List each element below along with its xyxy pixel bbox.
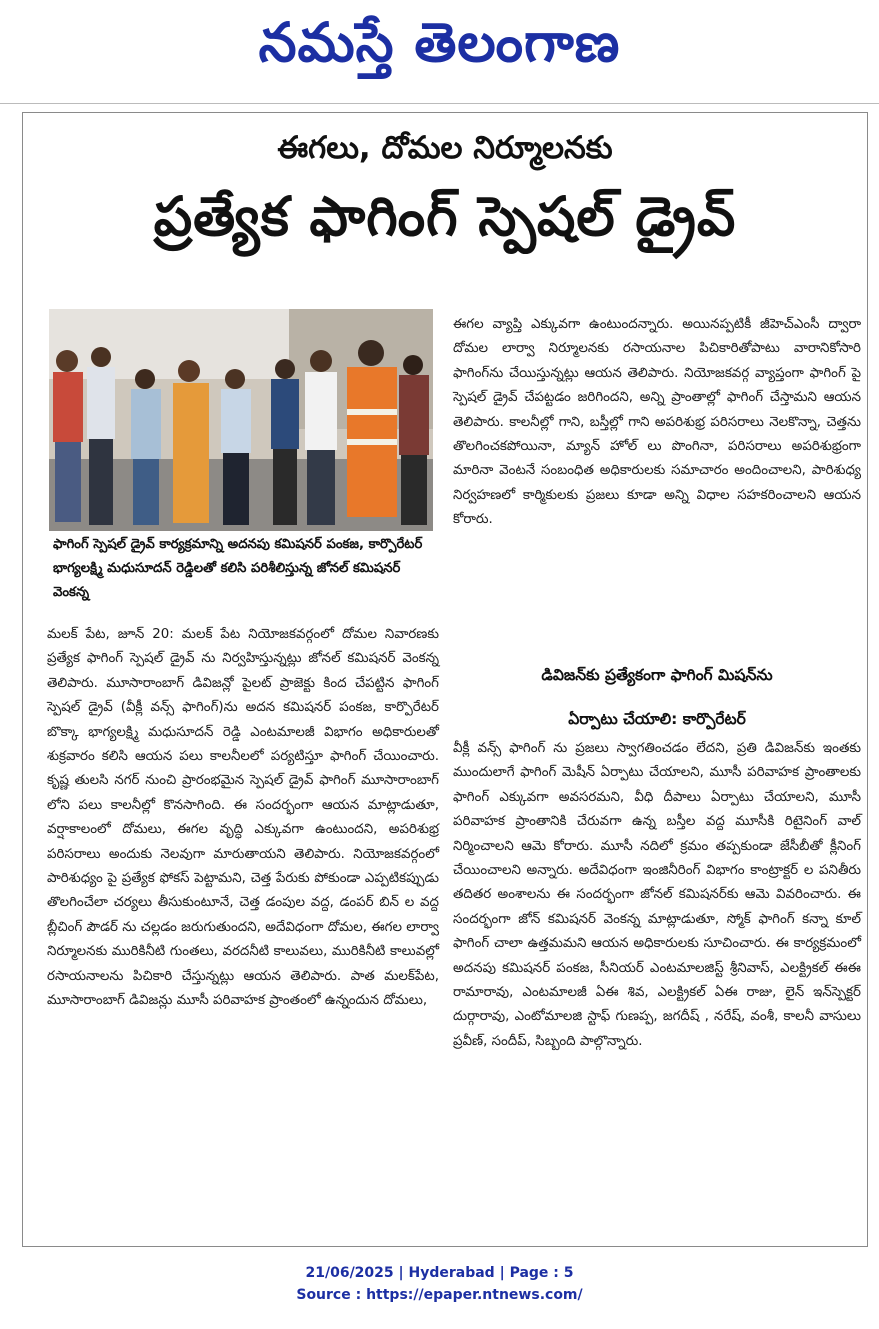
- body-paragraph-right-2: వీక్లీ వన్స్ ఫాగింగ్ ను ప్రజలు స్వాగతించడం లేదని, ప్రతి డివిజన్‌కు ఇంతకు ముందులాగే ఫాగింగ్ మెషీన్ ఏర్పాటు చేయాలని, మూసీ పరివాహక ప్రాంతాలకు ఫాగింగ్ ఎక్కువగా అవసరమని, వీధి దీపాలు ఏర్పాటు చేయాలని, మూసీ పరివాహక ప్రాంతానికి చేరువగా ఉన్న బస్తీల వద్ద మూసీకి రిటైనింగ్ వాల్ నిర్మించాలని ఆమె కోరారు. మూసీ నదిలో క్రమం తప్పకుండా జేసీబీతో క్లీనింగ్ చేయించాలని అన్నారు. అదేవిధంగా ఇంజినీరింగ్ విభాగం కాంట్రాక్టర్ ల పనితీరు తదితర అంశాలను ఈ సందర్భంగా జోనల్ కమిషనర్‌కు ఆమె వివరించారు. ఈ సందర్భంగా జోన్ కమిషనర్ వెంకన్న మాట్లాడుతూ, స్మోక్ ఫాగింగ్ కన్నా కూల్ ఫాగింగ్ చాలా ఉత్తమమని ఆయన అధికారులకు సూచించారు. ఈ కార్యక్రమంలో అదనపు కమిషనర్ పంకజ, సీనియర్ ఎంటమాలజిస్ట్ శ్రీనివాస్, ఎలక్ట్రికల్ ఈఈ రామారావు, ఎంటమాలజీ ఏఈ శివ, ఎలక్ట్రికల్ ఏఈ రాజు, లైన్ ఇన్‌స్పెక్టర్ దుర్గారావు, ఎంటోమాలజి స్టాఫ్ గుణప్ప, జగదీష్ , నరేష్, వంశీ, కాలనీ వాసులు ప్రవీణ్, సందీప్, సిబ్బంది పాల్గొన్నారు.: [453, 741, 861, 1049]
- article-headline: ప్రత్యేక ఫాగింగ్ స్పెషల్ డ్రైవ్: [153, 185, 737, 248]
- article-body-right-2: [453, 737, 861, 1054]
- photo-caption: ఫాగింగ్ స్పెషల్ డ్రైవ్ కార్యక్రమాన్ని అదనపు కమిషనర్ పంకజ, కార్పొరేటర్ భాగ్యలక్ష్మి మధుసూదన్ రెడ్డిలతో కలిసి పరిశీలిస్తున్న జోనల్ కమిషనర్ వెంకన్న: [53, 537, 423, 600]
- body-paragraph-left: మలక్ పేట, జూన్ 20: మలక్ పేట నియోజకవర్గంలో దోమల నివారణకు ప్రత్యేక ఫాగింగ్ స్పెషల్ డ్రైవ్ ను నిర్వహిస్తున్నట్లు జోనల్ కమిషనర్ వెంకన్న తెలిపారు. మూసారాంబాగ్ డివిజన్లో పైలట్ ప్రాజెక్టు కింద చేపట్టిన ఫాగింగ్ స్పెషల్ డ్రైవ్ (వీక్లీ వన్స్ ఫాగింగ్)ను అదన కమిషనర్ పంకజ, కార్పొరేటర్ బొక్కా భాగ్యలక్ష్మి మధుసూదన్ రెడ్డి ఎంటమాలజీ విభాగం అధికారులతో శుక్రవారం కలిసి ఆయన పలు కాలనీలలో పర్యటిస్తూ ఫాగింగ్ చేయించారు. కృష్ణ తులసి నగర్ నుంచి ప్రారంభమైన స్పెషల్ డ్రైవ్ ఫాగింగ్ మూసారాంబాగ్ లోని పలు కాలనీల్లో కొనసాగింది. ఈ సందర్భంగా ఆయన మాట్లాడుతూ, వర్షాకాలంలో దోమలు, ఈగల వృద్ధి ఎక్కువగా ఉంటుందని, అపరిశుభ్ర పరిసరాలు అందుకు నెలవుగా మారుతాయని తెలిపారు. నియోజకవర్గంలో పారిశుధ్యం పై ప్రత్యేక ఫోకస్ పెట్టామని, చెత్త పేరుకు పోకుండా ఎప్పటికప్పుడు తొలగించేలా చర్యలు తీసుకుంటూనే, చెత్త డంపుల వద్ద, డంపర్ బిన్ ల వద్ద బ్లీచింగ్ పౌడర్ ను చల్లడం జరుగుతుందని, అదేవిధంగా దోమల, ఈగల లార్వా నిర్మూలనకు మురికినీటి గుంతలు, వరదనీటి కాలువలు, మురికినీటి కాలువల్లో రసాయనాలను పిచికారి చేస్తున్నట్లు ఆయన తెలిపారు. పాత మలక్‌పేట, మూసారాంబాగ్ డివిజన్లు మూసీ పరివాహక ప్రాంతంలో ఉన్నందున దోమలు,: [47, 627, 439, 1009]
- subheading-line-1: డివిజన్‌కు ప్రత్యేకంగా ఫాగింగ్ మిషన్‌ను: [541, 666, 773, 684]
- edition-info: 21/06/2025 | Hyderabad | Page : 5: [305, 1265, 574, 1281]
- masthead: [0, 0, 879, 88]
- article-body-left: [47, 623, 439, 1233]
- body-paragraph-right-1: ఈగల వ్యాప్తి ఎక్కువగా ఉంటుందన్నారు. అయినప్పటికీ జీహెచ్ఎంసీ ద్వారా దోమల లార్వా నిర్మూలనకు రసాయనాల పిచికారితోపాటు వారానికోసారి ఫాగింగ్‌ను చేయిస్తున్నట్లు ఆయన తెలిపారు. నియోజకవర్గ వ్యాప్తంగా ఫాగింగ్ పై స్పెషల్ డ్రైవ్ చేపట్టడం జరిగిందని, అన్ని ప్రాంతాల్లో ఫాగింగ్ చేస్తామని ఆయన తెలిపారు. కాలనీల్లో గాని, బస్తీల్లో గాని అపరిశుభ్ర పరిసరాలు నెలకొన్నా, చెత్తను తొలగించకపోయినా, మ్యాన్ హోల్ లు పొంగినా, పరిసరాలు అపరిశుభ్రంగా మారినా వెంటనే సంబంధిత అధికారులకు సమాచారం అందించాలని, పారిశుధ్య నిర్వహణలో కార్మికులకు ప్రజలు కూడా అన్ని విధాల సహకరించాలని ఆయన కోరారు.: [453, 317, 861, 528]
- masthead-divider: [0, 103, 879, 104]
- page-footer: [0, 1262, 879, 1306]
- news-photo: [49, 309, 433, 531]
- article-kicker: ఈగలు, దోమల నిర్మూలనకు: [277, 130, 613, 166]
- photo-illustration: [49, 309, 433, 531]
- source-link[interactable]: Source : https://epaper.ntnews.com/: [296, 1287, 583, 1303]
- article-body-right-1: [453, 313, 861, 533]
- article-box: [22, 112, 868, 1247]
- subheading-line-2: ఏర్పాటు చేయాలి: కార్పొరేటర్: [568, 710, 746, 728]
- newspaper-logo: నమస్తే తెలంగాణ: [258, 11, 621, 74]
